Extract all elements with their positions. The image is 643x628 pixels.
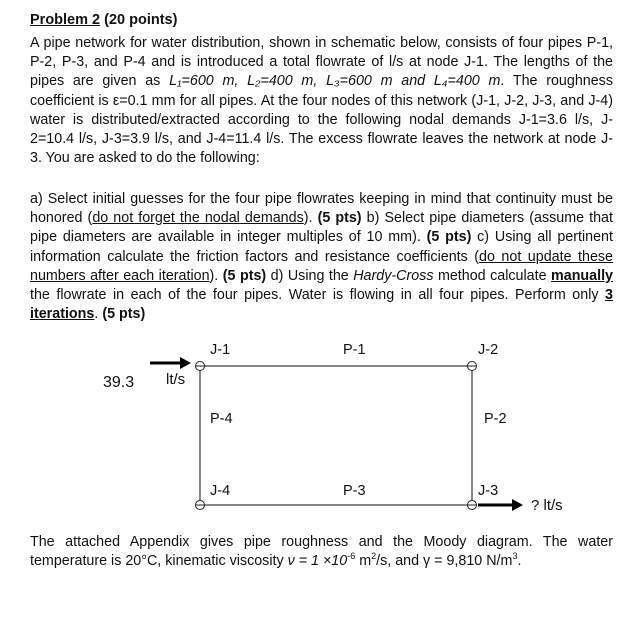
- footer-text-2: m: [355, 553, 372, 570]
- task-d-iterations: 3 iterations: [30, 287, 613, 323]
- task-c-points: (5 pts): [222, 267, 267, 284]
- footer-text-1: The attached Appendix gives pipe roughness and the Moody diagram. The water temperature is 20°C, kinematic viscosity: [30, 534, 613, 570]
- inflow-arrow-icon: [150, 357, 191, 369]
- task-a: a) Select initial guesses for the four pipe flowrates keeping in mind that continuity must be honored (: [30, 191, 613, 227]
- node-j4: [196, 501, 205, 510]
- length-l3: L₃=600 m and: [326, 73, 434, 90]
- task-d: d) Using the: [266, 267, 354, 284]
- task-d-manually: manually: [551, 267, 614, 284]
- task-b: b) Select pipe diameters (assume that pipe diameters are available in integer multiples of 10 mm).: [30, 210, 613, 246]
- problem-number: Problem 2: [30, 12, 101, 28]
- task-a-end: ).: [303, 210, 318, 227]
- node-label-j1: J-1: [210, 342, 231, 358]
- problem-points: (20 points): [100, 12, 178, 28]
- task-b-points: (5 pts): [426, 229, 472, 246]
- task-d-text: method calculate: [433, 267, 552, 284]
- task-d-method: Hardy-Cross: [353, 267, 434, 284]
- outflow-arrow-icon: [478, 499, 523, 511]
- area-exponent: 2: [371, 551, 377, 562]
- task-d-text-3: .: [94, 306, 103, 323]
- inflow-unit: lt/s: [166, 371, 186, 388]
- task-c-note: do not update these numbers after each iteration: [30, 248, 613, 284]
- node-label-j4: J-4: [210, 483, 231, 499]
- task-a-points: (5 pts): [317, 210, 362, 227]
- length-l4: L₄=400 m: [433, 73, 501, 90]
- length-l1: L₁=600 m,: [169, 73, 248, 90]
- footer-text-4: .: [517, 553, 522, 570]
- viscosity-value: ν = 1 ×10: [287, 553, 348, 570]
- pipe-label-p3: P-3: [343, 483, 366, 499]
- volume-exponent: 3: [512, 551, 518, 562]
- node-label-j3: J-3: [478, 483, 499, 499]
- appendix-note: [30, 533, 613, 571]
- task-a-note: do not forget the nodal demands: [92, 210, 304, 227]
- intro-text-2: . The roughness coefficient is ε=0.1 mm for all pipes. At the four nodes of this network (J-1, J-2, J-3, and J-4) water is distributed/extracted according to the following nodal demands J-1=3.6 l/s, J-2=10.4 l/s, J-3=3.9 l/s, and J-4=11.4 l/s. The excess flowrate leaves the network at node J-3. You are asked to do the following:: [30, 73, 613, 167]
- outflow-label: ? lt/s: [531, 497, 563, 514]
- node-label-j2: J-2: [478, 342, 499, 358]
- viscosity-exponent: -6: [347, 551, 356, 562]
- intro-text-1: A pipe network for water distribution, shown in schematic below, consists of four pipes P-1, P-2, P-3, and P-4 and is introduced a total flowrate of l/s at node J-1. The lengths of the pipes are given as: [30, 35, 613, 90]
- inflow-value: 39.3: [103, 374, 135, 391]
- task-d-text-2: the flowrate in each of the four pipes. Water is flowing in all four pipes. Perform only: [30, 287, 606, 304]
- pipe-label-p4: P-4: [210, 411, 233, 427]
- node-j2: [468, 362, 477, 371]
- footer-text-3: /s, and γ = 9,810 N/m: [376, 553, 513, 570]
- pipe-label-p2: P-2: [484, 411, 507, 427]
- task-d-points: (5 pts): [102, 306, 146, 323]
- pipe-loop: [200, 366, 472, 505]
- node-j1: [196, 362, 205, 371]
- pipe-label-p1: P-1: [343, 342, 366, 358]
- node-j3: [468, 501, 477, 510]
- task-c-end: ).: [209, 267, 223, 284]
- length-l2: L₂=400 m,: [247, 73, 327, 90]
- task-c: c) Using all pertinent information calculate the friction factors and resistance coefficients (: [30, 229, 613, 265]
